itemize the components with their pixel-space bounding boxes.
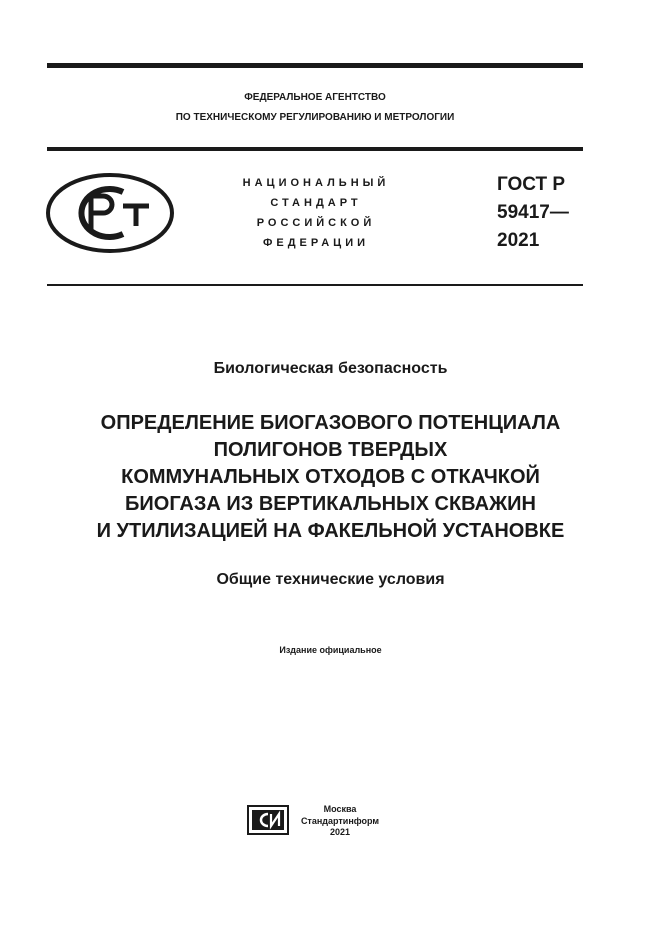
national-standard-line-3: РОССИЙСКОЙ [256, 217, 376, 229]
designation-line-3: 2021 [497, 230, 540, 251]
subject-heading: Биологическая безопасность [213, 360, 448, 377]
title-line-1: ОПРЕДЕЛЕНИЕ БИОГАЗОВОГО ПОТЕНЦИАЛА [100, 412, 561, 434]
document-title [0, 410, 661, 545]
document-subtitle: Общие технические условия [216, 571, 445, 588]
standard-designation [497, 171, 569, 255]
national-standard-label [222, 173, 410, 253]
agency-line-2: ПО ТЕХНИЧЕСКОМУ РЕГУЛИРОВАНИЮ И МЕТРОЛОГИИ [175, 112, 455, 123]
agency-line-1: ФЕДЕРАЛЬНОЕ АГЕНТСТВО [244, 92, 386, 103]
publisher-name: Стандартинформ [300, 815, 380, 826]
title-line-5: И УТИЛИЗАЦИЕЙ НА ФАКЕЛЬНОЙ УСТАНОВКЕ [96, 520, 565, 542]
national-standard-line-2: СТАНДАРТ [270, 197, 362, 209]
title-line-4: БИОГАЗА ИЗ ВЕРТИКАЛЬНЫХ СКВАЖИН [125, 493, 536, 515]
national-standard-line-1: НАЦИОНАЛЬНЫЙ [242, 177, 390, 189]
title-line-3: КОММУНАЛЬНЫХ ОТХОДОВ С ОТКАЧКОЙ [121, 466, 540, 488]
national-standard-line-4: ФЕДЕРАЦИИ [262, 237, 370, 249]
publisher-block [296, 804, 384, 839]
publisher-year: 2021 [329, 827, 351, 837]
designation-line-1: ГОСТ Р [497, 174, 566, 195]
bottom-rule [47, 284, 583, 286]
title-line-2: ПОЛИГОНОВ ТВЕРДЫХ [213, 439, 448, 461]
top-rule [47, 63, 583, 68]
standartinform-logo-icon [247, 805, 289, 835]
edition-note: Издание официальное [279, 645, 382, 655]
middle-rule [47, 147, 583, 151]
gost-r-mark-icon [45, 172, 175, 254]
publisher-city: Москва [323, 804, 357, 814]
designation-line-2: 59417— [497, 202, 569, 223]
